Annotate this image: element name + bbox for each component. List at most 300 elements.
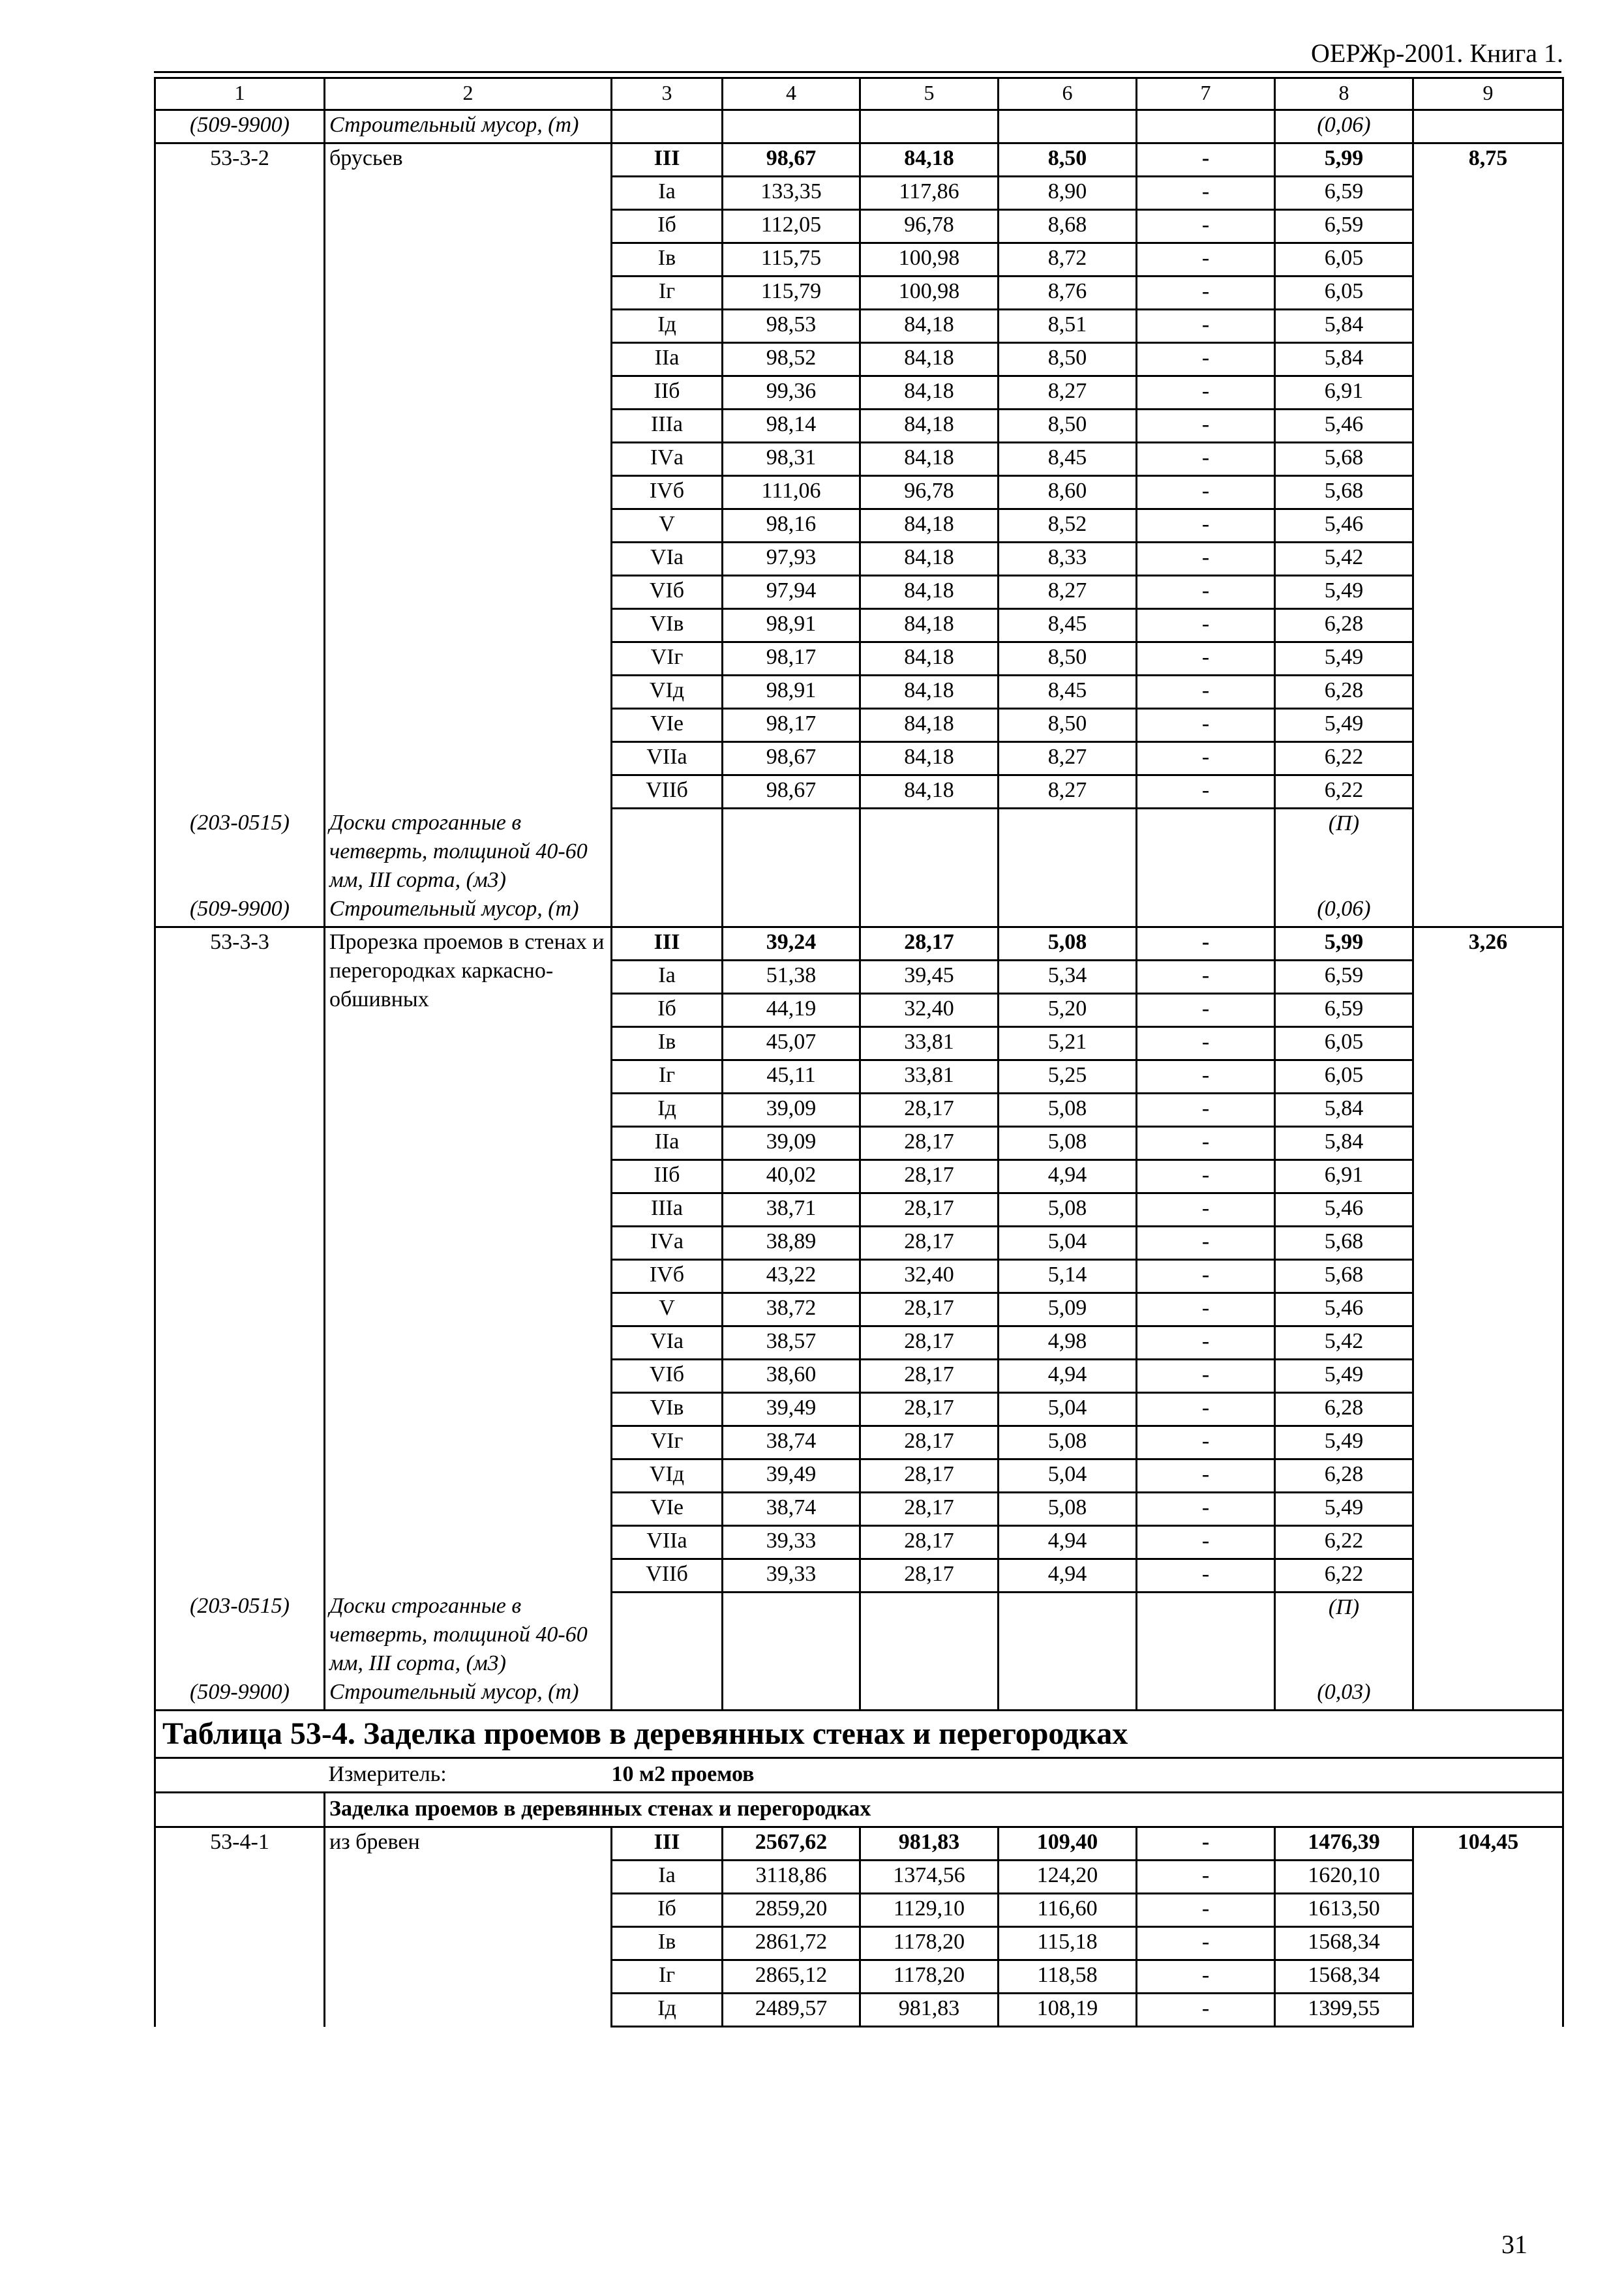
value-cell: 5,42 xyxy=(1275,1326,1413,1359)
value-cell: - xyxy=(1137,927,1275,960)
value-cell: 115,75 xyxy=(723,243,860,277)
value-cell: - xyxy=(1137,1259,1275,1293)
value-cell: - xyxy=(1137,376,1275,410)
value-cell: 84,18 xyxy=(860,576,999,609)
table-row xyxy=(155,1827,1563,1861)
value-cell: - xyxy=(1137,609,1275,642)
value-cell: 5,08 xyxy=(999,1126,1137,1159)
value-cell: 28,17 xyxy=(860,1559,999,1592)
material-name: Строительный мусор, (т) xyxy=(325,110,612,143)
value-cell: - xyxy=(1137,1559,1275,1592)
value-cell: 5,04 xyxy=(999,1392,1137,1426)
value-cell: 8,27 xyxy=(999,775,1137,809)
value-cell: 8,27 xyxy=(999,742,1137,775)
value-cell: 5,42 xyxy=(1275,543,1413,576)
empty-cell xyxy=(612,809,723,895)
value-cell: - xyxy=(1137,243,1275,277)
zone-cell: III xyxy=(612,143,723,177)
value-cell: 133,35 xyxy=(723,177,860,210)
value-cell: 4,98 xyxy=(999,1326,1137,1359)
material-row xyxy=(155,1592,1563,1678)
value-cell: 6,28 xyxy=(1275,1392,1413,1426)
value-cell: - xyxy=(1137,1326,1275,1359)
value-cell: - xyxy=(1137,1492,1275,1525)
value-cell: - xyxy=(1137,742,1275,775)
value-cell: 5,09 xyxy=(999,1293,1137,1326)
item-code: 53-3-2 xyxy=(155,143,325,809)
value-cell: - xyxy=(1137,509,1275,543)
column-number: 5 xyxy=(860,78,999,110)
material-row xyxy=(155,895,1563,927)
material-code: (509-9900) xyxy=(155,1678,325,1711)
value-cell: 98,53 xyxy=(723,310,860,343)
value-cell: 96,78 xyxy=(860,210,999,243)
value-cell: 5,04 xyxy=(999,1226,1137,1259)
value-cell: 98,17 xyxy=(723,709,860,742)
value-cell: 28,17 xyxy=(860,1193,999,1226)
value-cell: 43,22 xyxy=(723,1259,860,1293)
value-cell: 5,46 xyxy=(1275,1293,1413,1326)
value-cell: 5,08 xyxy=(999,1426,1137,1459)
empty-cell xyxy=(860,809,999,895)
value-cell: 32,40 xyxy=(860,1259,999,1293)
value-cell: 8,68 xyxy=(999,210,1137,243)
value-cell: 98,67 xyxy=(723,143,860,177)
value-cell: - xyxy=(1137,1525,1275,1559)
value-cell: 3118,86 xyxy=(723,1861,860,1894)
zone-cell: VIе xyxy=(612,709,723,742)
zone-cell: Iа xyxy=(612,177,723,210)
value-cell: 32,40 xyxy=(860,993,999,1026)
value-cell: 44,19 xyxy=(723,993,860,1026)
value-cell: 84,18 xyxy=(860,310,999,343)
value-cell: 5,25 xyxy=(999,1060,1137,1093)
zone-cell: IIIа xyxy=(612,1193,723,1226)
column-number: 3 xyxy=(612,78,723,110)
zone-cell: VIб xyxy=(612,1359,723,1392)
material-code: (203-0515) xyxy=(155,1592,325,1678)
value-cell: 39,49 xyxy=(723,1392,860,1426)
value-cell: - xyxy=(1137,676,1275,709)
value-cell: - xyxy=(1137,1960,1275,1994)
zone-cell: Iд xyxy=(612,1093,723,1126)
document-header: ОЕРЖр-2001. Книга 1. xyxy=(1311,38,1563,68)
value-cell: 111,06 xyxy=(723,476,860,509)
value-cell: 5,49 xyxy=(1275,576,1413,609)
zone-cell: VIе xyxy=(612,1492,723,1525)
value-cell: 51,38 xyxy=(723,960,860,993)
material-name: Строительный мусор, (т) xyxy=(325,895,612,927)
value-cell: 38,71 xyxy=(723,1193,860,1226)
value-cell: 5,68 xyxy=(1275,1259,1413,1293)
value-cell: 5,20 xyxy=(999,993,1137,1026)
zone-cell: IVа xyxy=(612,1226,723,1259)
column-number: 9 xyxy=(1413,78,1563,110)
page-number: 31 xyxy=(1501,2230,1527,2259)
empty-cell xyxy=(999,1592,1137,1678)
material-row xyxy=(155,110,1563,143)
value-cell: 38,72 xyxy=(723,1293,860,1326)
value-cell: 98,91 xyxy=(723,609,860,642)
value-cell: 84,18 xyxy=(860,509,999,543)
value-cell: 84,18 xyxy=(860,410,999,443)
value-cell: 33,81 xyxy=(860,1060,999,1093)
value-cell: 98,67 xyxy=(723,742,860,775)
value-cell: 4,94 xyxy=(999,1525,1137,1559)
zone-cell: VIг xyxy=(612,642,723,676)
value-cell: 5,99 xyxy=(1275,143,1413,177)
value-cell: 5,49 xyxy=(1275,1492,1413,1525)
value-cell: - xyxy=(1137,960,1275,993)
zone-cell: Iб xyxy=(612,210,723,243)
value-cell: - xyxy=(1137,642,1275,676)
empty-cell xyxy=(612,895,723,927)
value-cell: 115,79 xyxy=(723,277,860,310)
zone-cell: V xyxy=(612,1293,723,1326)
value-cell: 6,59 xyxy=(1275,960,1413,993)
value-cell: 5,08 xyxy=(999,1093,1137,1126)
empty-cell xyxy=(155,1758,325,1793)
value-cell: 99,36 xyxy=(723,376,860,410)
value-cell: 109,40 xyxy=(999,1827,1137,1861)
measure-label: Измеритель: xyxy=(325,1758,612,1793)
value-cell: 8,50 xyxy=(999,410,1137,443)
value-cell: - xyxy=(1137,1026,1275,1060)
material-name: Доски строганные в четверть, толщиной 40-60 мм, III сорта, (м3) xyxy=(325,1592,612,1678)
value-cell: 39,24 xyxy=(723,927,860,960)
value-cell: 97,93 xyxy=(723,543,860,576)
value-cell: 5,21 xyxy=(999,1026,1137,1060)
zone-cell: Iг xyxy=(612,1060,723,1093)
value-cell: 8,27 xyxy=(999,376,1137,410)
value-cell: 981,83 xyxy=(860,1827,999,1861)
empty-cell xyxy=(999,809,1137,895)
material-code: (509-9900) xyxy=(155,110,325,143)
value-cell: 98,14 xyxy=(723,410,860,443)
value-cell: - xyxy=(1137,1193,1275,1226)
value-cell: - xyxy=(1137,543,1275,576)
value-cell: 5,49 xyxy=(1275,1359,1413,1392)
item-code: 53-3-3 xyxy=(155,927,325,1592)
material-value: (П) xyxy=(1275,1592,1413,1678)
value-cell: 6,05 xyxy=(1275,1060,1413,1093)
value-cell: - xyxy=(1137,1459,1275,1492)
value-cell: 84,18 xyxy=(860,676,999,709)
value-cell: 1568,34 xyxy=(1275,1960,1413,1994)
empty-cell xyxy=(999,110,1137,143)
material-value: (0,06) xyxy=(1275,110,1413,143)
column-number: 4 xyxy=(723,78,860,110)
value-cell: 6,59 xyxy=(1275,210,1413,243)
empty-cell xyxy=(1137,809,1275,895)
empty-cell xyxy=(723,110,860,143)
value-cell: 8,50 xyxy=(999,343,1137,376)
material-name: Доски строганные в четверть, толщиной 40-60 мм, III сорта, (м3) xyxy=(325,809,612,895)
value-cell: 2859,20 xyxy=(723,1894,860,1927)
value-cell: - xyxy=(1137,210,1275,243)
value-cell: - xyxy=(1137,143,1275,177)
value-cell: 108,19 xyxy=(999,1994,1137,2027)
value-cell: 6,28 xyxy=(1275,676,1413,709)
value-cell: 5,84 xyxy=(1275,343,1413,376)
value-cell: 84,18 xyxy=(860,642,999,676)
value-cell: 100,98 xyxy=(860,243,999,277)
value-cell: 2861,72 xyxy=(723,1927,860,1960)
value-cell: 4,94 xyxy=(999,1159,1137,1193)
value-cell: 5,08 xyxy=(999,927,1137,960)
value-cell: 1374,56 xyxy=(860,1861,999,1894)
zone-cell: IVб xyxy=(612,1259,723,1293)
value-cell: 84,18 xyxy=(860,143,999,177)
value-cell: 124,20 xyxy=(999,1861,1137,1894)
value-cell: 38,74 xyxy=(723,1426,860,1459)
value-cell: 28,17 xyxy=(860,1525,999,1559)
value-cell: - xyxy=(1137,1927,1275,1960)
value-cell: 5,99 xyxy=(1275,927,1413,960)
value-cell: 39,09 xyxy=(723,1093,860,1126)
value-cell: - xyxy=(1137,1226,1275,1259)
zone-cell: IIа xyxy=(612,1126,723,1159)
value-cell: - xyxy=(1137,1359,1275,1392)
column-number: 8 xyxy=(1275,78,1413,110)
value-cell: 39,49 xyxy=(723,1459,860,1492)
value-cell: 4,94 xyxy=(999,1359,1137,1392)
value-cell: 84,18 xyxy=(860,343,999,376)
value-cell: 8,72 xyxy=(999,243,1137,277)
value-cell: - xyxy=(1137,476,1275,509)
value-cell: - xyxy=(1137,1426,1275,1459)
value-cell: 96,78 xyxy=(860,476,999,509)
value-cell: 5,04 xyxy=(999,1459,1137,1492)
value-cell: 84,18 xyxy=(860,543,999,576)
value-cell: 8,60 xyxy=(999,476,1137,509)
value-cell: - xyxy=(1137,1827,1275,1861)
zone-cell: Iв xyxy=(612,1927,723,1960)
value-cell: 5,14 xyxy=(999,1259,1137,1293)
empty-cell xyxy=(723,1592,860,1678)
zone-cell: Iд xyxy=(612,1994,723,2027)
zone-cell: VIIа xyxy=(612,742,723,775)
material-row xyxy=(155,1678,1563,1711)
value-cell: 1178,20 xyxy=(860,1927,999,1960)
value-cell: 4,94 xyxy=(999,1559,1137,1592)
value-cell: 8,50 xyxy=(999,709,1137,742)
value-cell: 117,86 xyxy=(860,177,999,210)
zone-cell: IIа xyxy=(612,343,723,376)
value-cell: 5,68 xyxy=(1275,1226,1413,1259)
value-cell: 5,49 xyxy=(1275,709,1413,742)
table-title-row xyxy=(155,1711,1563,1758)
zone-cell: VIд xyxy=(612,1459,723,1492)
zone-cell: Iд xyxy=(612,310,723,343)
value-cell: 6,59 xyxy=(1275,177,1413,210)
value-cell: 1129,10 xyxy=(860,1894,999,1927)
value-cell: 8,27 xyxy=(999,576,1137,609)
empty-cell xyxy=(723,1678,860,1711)
measure-row xyxy=(155,1758,1563,1793)
table-title: Таблица 53-4. Заделка проемов в деревянных стенах и перегородках xyxy=(155,1711,1563,1758)
value-cell: 98,31 xyxy=(723,443,860,476)
empty-cell xyxy=(999,895,1137,927)
value-cell: 98,67 xyxy=(723,775,860,809)
material-row xyxy=(155,809,1563,895)
value-cell: 1568,34 xyxy=(1275,1927,1413,1960)
zone-cell: III xyxy=(612,927,723,960)
value-cell: 5,84 xyxy=(1275,310,1413,343)
material-code: (509-9900) xyxy=(155,895,325,927)
empty-cell xyxy=(612,1678,723,1711)
value-cell: - xyxy=(1137,1159,1275,1193)
header-rule xyxy=(154,71,1561,73)
value-cell: 6,91 xyxy=(1275,1159,1413,1193)
value-cell: 2567,62 xyxy=(723,1827,860,1861)
empty-cell xyxy=(1413,809,1563,895)
empty-cell xyxy=(1413,1592,1563,1678)
zone-cell: Iа xyxy=(612,1861,723,1894)
value-cell: 28,17 xyxy=(860,1093,999,1126)
zone-cell: IVа xyxy=(612,443,723,476)
empty-cell xyxy=(1137,895,1275,927)
table-body xyxy=(155,78,1563,2027)
value-cell: 8,45 xyxy=(999,609,1137,642)
empty-cell xyxy=(1413,895,1563,927)
zone-cell: IIб xyxy=(612,1159,723,1193)
item-col9: 104,45 xyxy=(1413,1827,1563,2027)
value-cell: 28,17 xyxy=(860,1426,999,1459)
value-cell: 8,90 xyxy=(999,177,1137,210)
zone-cell: Iг xyxy=(612,277,723,310)
value-cell: 6,05 xyxy=(1275,243,1413,277)
value-cell: 97,94 xyxy=(723,576,860,609)
value-cell: - xyxy=(1137,343,1275,376)
value-cell: 84,18 xyxy=(860,709,999,742)
value-cell: 8,51 xyxy=(999,310,1137,343)
value-cell: 38,60 xyxy=(723,1359,860,1392)
value-cell: 116,60 xyxy=(999,1894,1137,1927)
value-cell: 6,91 xyxy=(1275,376,1413,410)
value-cell: 5,68 xyxy=(1275,443,1413,476)
table-row xyxy=(155,927,1563,960)
zone-cell: V xyxy=(612,509,723,543)
value-cell: 5,34 xyxy=(999,960,1137,993)
item-col9: 3,26 xyxy=(1413,927,1563,1592)
value-cell: - xyxy=(1137,775,1275,809)
zone-cell: Iа xyxy=(612,960,723,993)
value-cell: 6,22 xyxy=(1275,1559,1413,1592)
zone-cell: III xyxy=(612,1827,723,1861)
empty-cell xyxy=(612,1592,723,1678)
value-cell: - xyxy=(1137,443,1275,476)
value-cell: 28,17 xyxy=(860,1126,999,1159)
value-cell: - xyxy=(1137,1093,1275,1126)
value-cell: - xyxy=(1137,277,1275,310)
column-number: 6 xyxy=(999,78,1137,110)
value-cell: 6,59 xyxy=(1275,993,1413,1026)
value-cell: 8,50 xyxy=(999,642,1137,676)
zone-cell: Iб xyxy=(612,993,723,1026)
value-cell: 39,33 xyxy=(723,1559,860,1592)
value-cell: - xyxy=(1137,1392,1275,1426)
measure-value: 10 м2 проемов xyxy=(612,1758,1563,1793)
empty-cell xyxy=(1137,1678,1275,1711)
value-cell: 115,18 xyxy=(999,1927,1137,1960)
value-cell: 28,17 xyxy=(860,1359,999,1392)
zone-cell: IIб xyxy=(612,376,723,410)
value-cell: 5,84 xyxy=(1275,1093,1413,1126)
value-cell: 28,17 xyxy=(860,1392,999,1426)
material-code: (203-0515) xyxy=(155,809,325,895)
value-cell: 6,05 xyxy=(1275,277,1413,310)
empty-cell xyxy=(723,895,860,927)
value-cell: 84,18 xyxy=(860,775,999,809)
value-cell: 39,33 xyxy=(723,1525,860,1559)
empty-cell xyxy=(860,110,999,143)
zone-cell: Iв xyxy=(612,243,723,277)
value-cell: 118,58 xyxy=(999,1960,1137,1994)
value-cell: 28,17 xyxy=(860,1159,999,1193)
empty-cell xyxy=(1413,110,1563,143)
zone-cell: VIа xyxy=(612,1326,723,1359)
material-value: (0,03) xyxy=(1275,1678,1413,1711)
item-name: Прорезка проемов в стенах и перегородках каркасно-обшивных xyxy=(325,927,612,1592)
item-name: из бревен xyxy=(325,1827,612,2027)
material-name: Строительный мусор, (т) xyxy=(325,1678,612,1711)
zone-cell: VIд xyxy=(612,676,723,709)
item-name: брусьев xyxy=(325,143,612,809)
value-cell: 1476,39 xyxy=(1275,1827,1413,1861)
subheading-row xyxy=(155,1793,1563,1827)
subheading: Заделка проемов в деревянных стенах и перегородках xyxy=(325,1793,1563,1827)
item-code: 53-4-1 xyxy=(155,1827,325,2027)
estimate-table xyxy=(154,77,1564,2027)
value-cell: 28,17 xyxy=(860,1293,999,1326)
value-cell: 6,22 xyxy=(1275,742,1413,775)
value-cell: - xyxy=(1137,1293,1275,1326)
value-cell: 6,28 xyxy=(1275,1459,1413,1492)
value-cell: 98,16 xyxy=(723,509,860,543)
value-cell: - xyxy=(1137,177,1275,210)
value-cell: - xyxy=(1137,1126,1275,1159)
material-value: (П) xyxy=(1275,809,1413,895)
empty-cell xyxy=(1137,110,1275,143)
value-cell: 33,81 xyxy=(860,1026,999,1060)
value-cell: 38,89 xyxy=(723,1226,860,1259)
zone-cell: VIг xyxy=(612,1426,723,1459)
value-cell: - xyxy=(1137,410,1275,443)
value-cell: 28,17 xyxy=(860,1492,999,1525)
zone-cell: IIIа xyxy=(612,410,723,443)
value-cell: - xyxy=(1137,1861,1275,1894)
zone-cell: IVб xyxy=(612,476,723,509)
empty-cell xyxy=(860,1592,999,1678)
column-number: 7 xyxy=(1137,78,1275,110)
zone-cell: VIб xyxy=(612,576,723,609)
value-cell: 5,68 xyxy=(1275,476,1413,509)
value-cell: 8,50 xyxy=(999,143,1137,177)
zone-cell: Iб xyxy=(612,1894,723,1927)
value-cell: 8,76 xyxy=(999,277,1137,310)
value-cell: 6,22 xyxy=(1275,775,1413,809)
value-cell: - xyxy=(1137,993,1275,1026)
empty-cell xyxy=(860,895,999,927)
value-cell: 5,46 xyxy=(1275,509,1413,543)
zone-cell: Iв xyxy=(612,1026,723,1060)
value-cell: 6,22 xyxy=(1275,1525,1413,1559)
value-cell: 98,17 xyxy=(723,642,860,676)
value-cell: - xyxy=(1137,1994,1275,2027)
zone-cell: VIIб xyxy=(612,775,723,809)
value-cell: 8,52 xyxy=(999,509,1137,543)
